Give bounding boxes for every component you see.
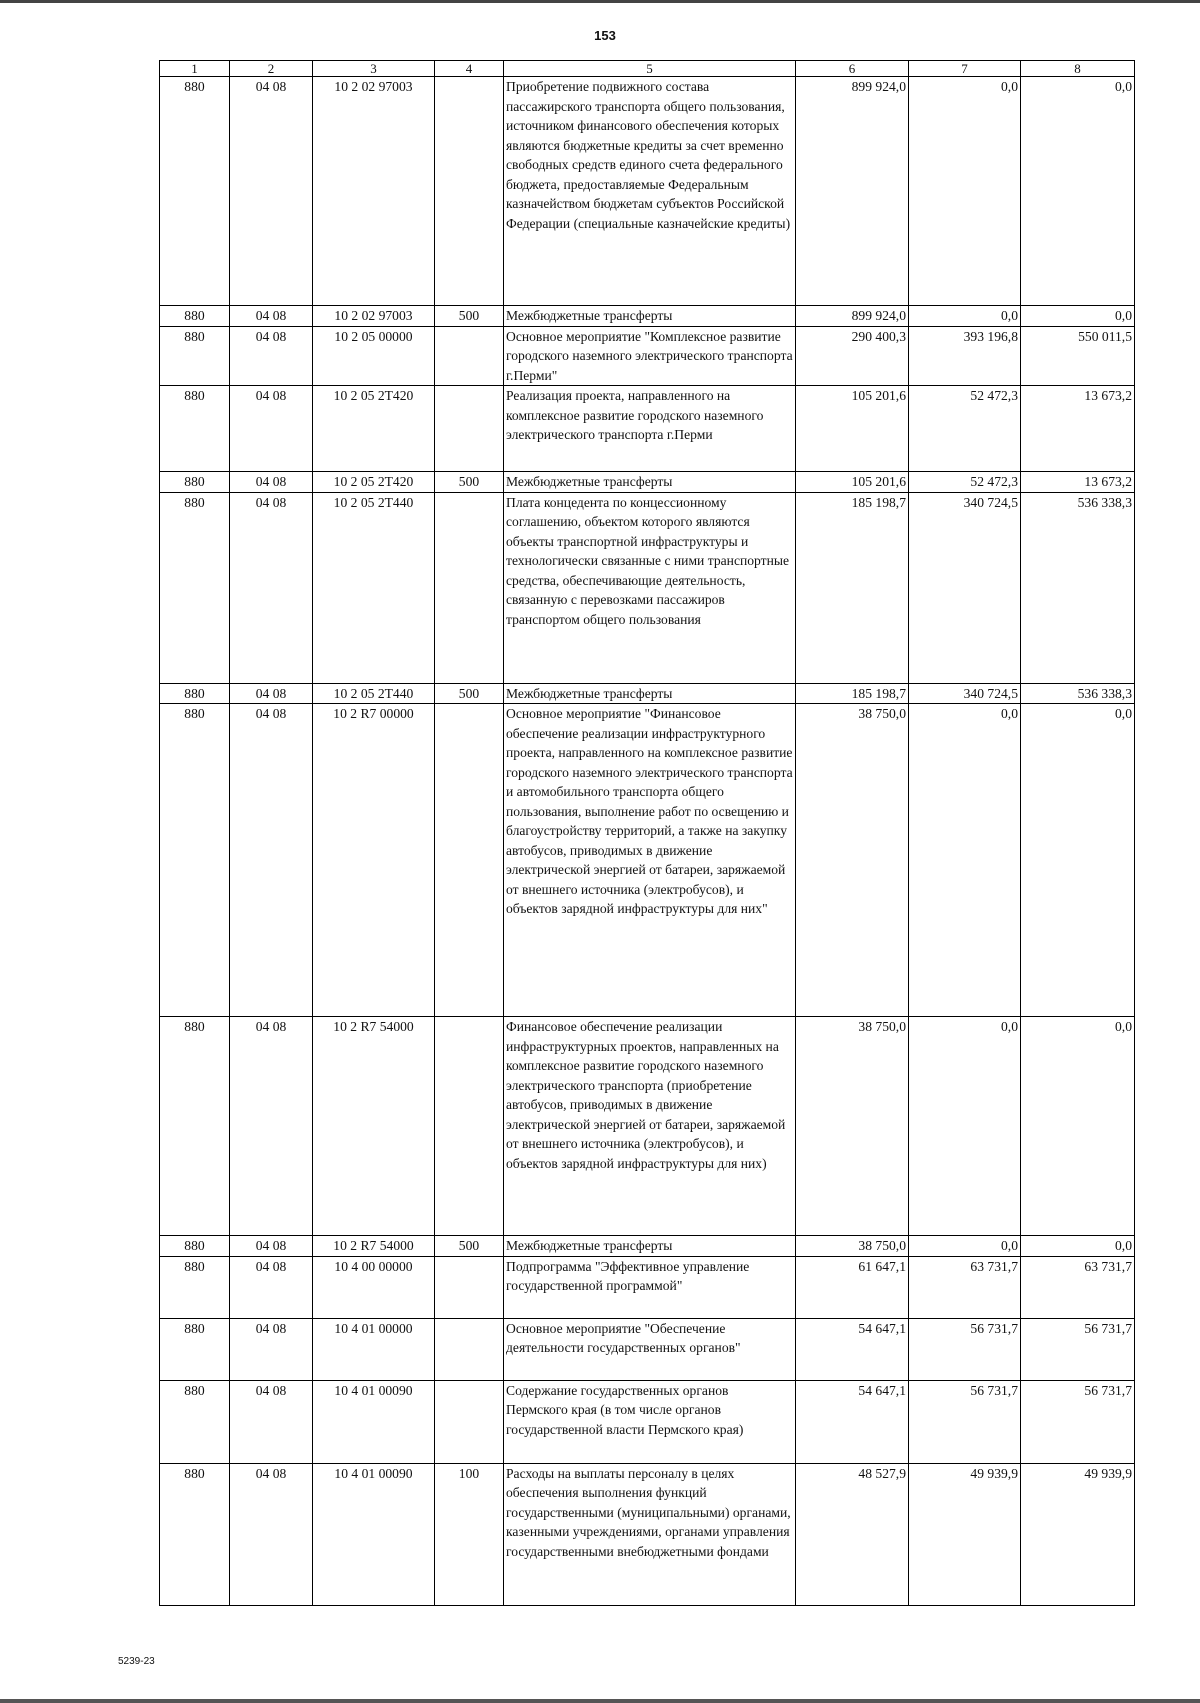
amount-year1-cell: 38 750,0: [796, 1017, 909, 1236]
expense-type-cell: [435, 326, 504, 386]
table-row: [160, 77, 1135, 306]
item-name-cell: Основное мероприятие "Комплексное развитие городского наземного электрического транспорта г.Перми": [504, 326, 796, 386]
admin-code-cell: 880: [160, 472, 230, 493]
item-name-cell: Подпрограмма "Эффективное управление государственной программой": [504, 1256, 796, 1318]
target-code-cell: 10 2 R7 00000: [313, 704, 435, 1017]
item-name-cell: Основное мероприятие "Обеспечение деятельности государственных органов": [504, 1318, 796, 1380]
target-code-cell: 10 2 05 2Т440: [313, 492, 435, 683]
section-code-cell: 04 08: [230, 1256, 313, 1318]
target-code-cell: 10 2 R7 54000: [313, 1017, 435, 1236]
admin-code-cell: 880: [160, 1017, 230, 1236]
target-code-cell: 10 2 02 97003: [313, 77, 435, 306]
item-name-cell: Расходы на выплаты персоналу в целях обеспечения выполнения функций государственными (муниципальными) органами, казенными учреждениями, органами управления государственными внебюджетными фондами: [504, 1463, 796, 1605]
amount-year2-cell: 63 731,7: [909, 1256, 1021, 1318]
amount-year2-cell: 52 472,3: [909, 472, 1021, 493]
item-name-cell: Основное мероприятие "Финансовое обеспечение реализации инфраструктурного проекта, направленного на комплексное развитие городского наземного электрического транспорта и автомобильного транспорта общего пользования, выполнение работ по освещению и благоустройству территорий, а также на закупку автобусов, приводимых в движение электрической энергией от батареи, заряжаемой от внешнего источника (электробусов), и объектов зарядной инфраструктуры для них": [504, 704, 796, 1017]
target-code-cell: 10 2 05 00000: [313, 326, 435, 386]
target-code-cell: 10 2 02 97003: [313, 306, 435, 327]
amount-year1-cell: 48 527,9: [796, 1463, 909, 1605]
scan-edge-bottom: [0, 1699, 1200, 1703]
amount-year1-cell: 185 198,7: [796, 492, 909, 683]
table-row: [160, 1256, 1135, 1318]
section-code-cell: 04 08: [230, 1463, 313, 1605]
expense-type-cell: 500: [435, 472, 504, 493]
target-code-cell: 10 2 R7 54000: [313, 1236, 435, 1257]
col-header: 7: [909, 61, 1021, 77]
section-code-cell: 04 08: [230, 683, 313, 704]
admin-code-cell: 880: [160, 1380, 230, 1463]
table-row: [160, 1380, 1135, 1463]
expense-type-cell: 500: [435, 683, 504, 704]
amount-year1-cell: 38 750,0: [796, 704, 909, 1017]
col-header: 4: [435, 61, 504, 77]
table-row: [160, 326, 1135, 386]
col-header: 8: [1021, 61, 1135, 77]
amount-year2-cell: 49 939,9: [909, 1463, 1021, 1605]
section-code-cell: 04 08: [230, 1318, 313, 1380]
amount-year1-cell: 105 201,6: [796, 386, 909, 472]
expense-type-cell: 500: [435, 306, 504, 327]
amount-year3-cell: 13 673,2: [1021, 386, 1135, 472]
amount-year2-cell: 393 196,8: [909, 326, 1021, 386]
admin-code-cell: 880: [160, 1236, 230, 1257]
amount-year2-cell: 56 731,7: [909, 1318, 1021, 1380]
amount-year1-cell: 185 198,7: [796, 683, 909, 704]
amount-year3-cell: 0,0: [1021, 1017, 1135, 1236]
amount-year1-cell: 54 647,1: [796, 1318, 909, 1380]
section-code-cell: 04 08: [230, 386, 313, 472]
item-name-cell: Межбюджетные трансферты: [504, 306, 796, 327]
admin-code-cell: 880: [160, 77, 230, 306]
item-name-cell: Финансовое обеспечение реализации инфраструктурных проектов, направленных на комплексное развитие городского наземного электрического транспорта (приобретение автобусов, приводимых в движение электрической энергией от батареи, заряжаемой от внешнего источника (электробусов), и объектов зарядной инфраструктуры для них): [504, 1017, 796, 1236]
admin-code-cell: 880: [160, 306, 230, 327]
section-code-cell: 04 08: [230, 1380, 313, 1463]
col-header: 3: [313, 61, 435, 77]
amount-year3-cell: 13 673,2: [1021, 472, 1135, 493]
amount-year3-cell: 536 338,3: [1021, 683, 1135, 704]
admin-code-cell: 880: [160, 1463, 230, 1605]
amount-year2-cell: 0,0: [909, 77, 1021, 306]
target-code-cell: 10 2 05 2Т420: [313, 386, 435, 472]
amount-year3-cell: 0,0: [1021, 77, 1135, 306]
item-name-cell: Плата концедента по концессионному соглашению, объектом которого являются объекты транспортной инфраструктуры и технологически связанные с ними транспортные средства, обеспечивающие деятельность, связанную с перевозками пассажиров транспортом общего пользования: [504, 492, 796, 683]
admin-code-cell: 880: [160, 326, 230, 386]
col-header: 6: [796, 61, 909, 77]
amount-year2-cell: 0,0: [909, 306, 1021, 327]
admin-code-cell: 880: [160, 1318, 230, 1380]
admin-code-cell: 880: [160, 1256, 230, 1318]
section-code-cell: 04 08: [230, 704, 313, 1017]
section-code-cell: 04 08: [230, 77, 313, 306]
amount-year3-cell: 0,0: [1021, 704, 1135, 1017]
col-header: 5: [504, 61, 796, 77]
admin-code-cell: 880: [160, 386, 230, 472]
amount-year3-cell: 550 011,5: [1021, 326, 1135, 386]
target-code-cell: 10 4 01 00090: [313, 1380, 435, 1463]
expense-type-cell: [435, 77, 504, 306]
table-row: [160, 704, 1135, 1017]
target-code-cell: 10 4 01 00090: [313, 1463, 435, 1605]
section-code-cell: 04 08: [230, 492, 313, 683]
item-name-cell: Межбюджетные трансферты: [504, 683, 796, 704]
table-row: [160, 306, 1135, 327]
budget-table: [159, 60, 1135, 1606]
target-code-cell: 10 4 01 00000: [313, 1318, 435, 1380]
page-number: 153: [594, 28, 616, 43]
target-code-cell: 10 2 05 2Т440: [313, 683, 435, 704]
expense-type-cell: [435, 1318, 504, 1380]
amount-year1-cell: 899 924,0: [796, 77, 909, 306]
section-code-cell: 04 08: [230, 472, 313, 493]
expense-type-cell: [435, 704, 504, 1017]
table-row: [160, 1017, 1135, 1236]
item-name-cell: Приобретение подвижного состава пассажирского транспорта общего пользования, источником финансового обеспечения которых являются бюджетные кредиты за счет временно свободных средств единого счета федерального бюджета, предоставляемые Федеральным казначейством бюджетам субъектов Российской Федерации (специальные казначейские кредиты): [504, 77, 796, 306]
expense-type-cell: [435, 1380, 504, 1463]
amount-year3-cell: 56 731,7: [1021, 1380, 1135, 1463]
col-header: 2: [230, 61, 313, 77]
amount-year2-cell: 340 724,5: [909, 683, 1021, 704]
amount-year1-cell: 54 647,1: [796, 1380, 909, 1463]
expense-type-cell: [435, 1017, 504, 1236]
amount-year2-cell: 56 731,7: [909, 1380, 1021, 1463]
target-code-cell: 10 2 05 2Т420: [313, 472, 435, 493]
table-row: [160, 1318, 1135, 1380]
expense-type-cell: 100: [435, 1463, 504, 1605]
section-code-cell: 04 08: [230, 1236, 313, 1257]
amount-year2-cell: 340 724,5: [909, 492, 1021, 683]
section-code-cell: 04 08: [230, 306, 313, 327]
table-row: [160, 683, 1135, 704]
target-code-cell: 10 4 00 00000: [313, 1256, 435, 1318]
amount-year1-cell: 61 647,1: [796, 1256, 909, 1318]
item-name-cell: Содержание государственных органов Пермского края (в том числе органов государственной власти Пермского края): [504, 1380, 796, 1463]
col-header: 1: [160, 61, 230, 77]
section-code-cell: 04 08: [230, 326, 313, 386]
amount-year1-cell: 105 201,6: [796, 472, 909, 493]
scan-edge-top: [0, 0, 1200, 3]
amount-year1-cell: 899 924,0: [796, 306, 909, 327]
admin-code-cell: 880: [160, 704, 230, 1017]
amount-year3-cell: 63 731,7: [1021, 1256, 1135, 1318]
table-row: [160, 1236, 1135, 1257]
expense-type-cell: 500: [435, 1236, 504, 1257]
amount-year3-cell: 56 731,7: [1021, 1318, 1135, 1380]
amount-year3-cell: 536 338,3: [1021, 492, 1135, 683]
expense-type-cell: [435, 1256, 504, 1318]
amount-year2-cell: 52 472,3: [909, 386, 1021, 472]
item-name-cell: Межбюджетные трансферты: [504, 1236, 796, 1257]
amount-year1-cell: 290 400,3: [796, 326, 909, 386]
expense-type-cell: [435, 492, 504, 683]
amount-year2-cell: 0,0: [909, 704, 1021, 1017]
amount-year3-cell: 0,0: [1021, 306, 1135, 327]
amount-year3-cell: 0,0: [1021, 1236, 1135, 1257]
table-row: [160, 492, 1135, 683]
table-row: [160, 472, 1135, 493]
expense-type-cell: [435, 386, 504, 472]
item-name-cell: Межбюджетные трансферты: [504, 472, 796, 493]
document-code: 5239-23: [118, 1656, 155, 1667]
table-row: [160, 386, 1135, 472]
table-row: [160, 1463, 1135, 1605]
item-name-cell: Реализация проекта, направленного на комплексное развитие городского наземного электрического транспорта г.Перми: [504, 386, 796, 472]
amount-year2-cell: 0,0: [909, 1236, 1021, 1257]
amount-year1-cell: 38 750,0: [796, 1236, 909, 1257]
amount-year3-cell: 49 939,9: [1021, 1463, 1135, 1605]
amount-year2-cell: 0,0: [909, 1017, 1021, 1236]
admin-code-cell: 880: [160, 492, 230, 683]
section-code-cell: 04 08: [230, 1017, 313, 1236]
header-row: [160, 61, 1135, 77]
admin-code-cell: 880: [160, 683, 230, 704]
